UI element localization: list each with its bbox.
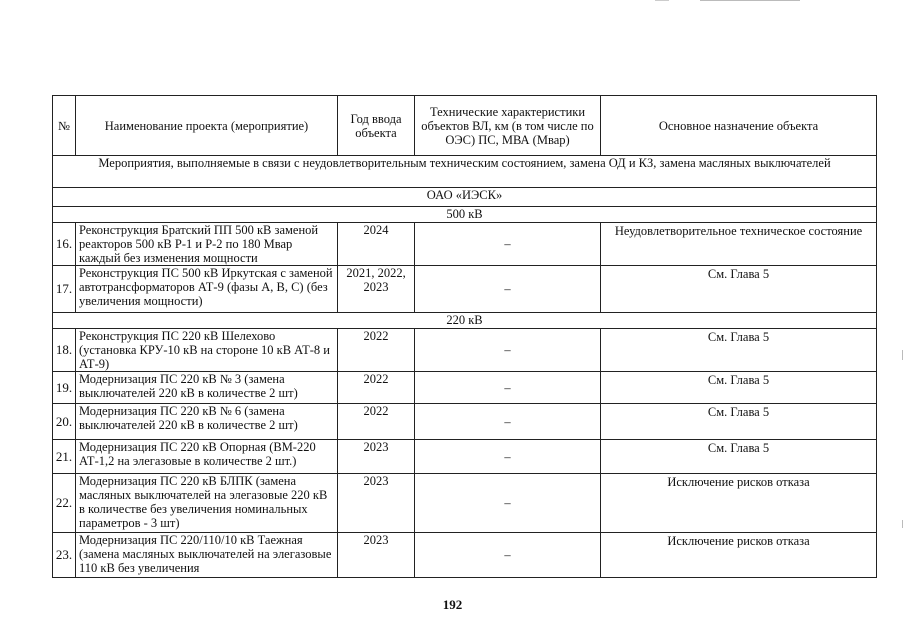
tech-characteristics: –	[415, 372, 601, 404]
tech-characteristics: –	[415, 474, 601, 533]
table-row	[53, 223, 877, 266]
project-name: Модернизация ПС 220 кВ БЛПК (замена масляных выключателей на элегазовые 220 кВ в количестве без увеличения номинальных параметров - 3 шт)	[76, 474, 338, 533]
project-name: Модернизация ПС 220 кВ Опорная (ВМ-220 АТ-1,2 на элегазовые в количестве 2 шт.)	[76, 440, 338, 474]
row-number: 18.	[53, 329, 76, 372]
header-tech: Технические характеристики объектов ВЛ, км (в том числе по ОЭС) ПС, МВА (Мвар)	[415, 96, 601, 156]
header-purpose: Основное назначение объекта	[601, 96, 877, 156]
object-purpose: См. Глава 5	[601, 404, 877, 440]
row-number: 22.	[53, 474, 76, 533]
table-row	[53, 372, 877, 404]
header-num: №	[53, 96, 76, 156]
project-name: Реконструкция ПС 220 кВ Шелехово (установка КРУ-10 кВ на стороне 10 кВ АТ-8 и АТ-9)	[76, 329, 338, 372]
scan-mark	[902, 520, 903, 528]
header-year: Год ввода объекта	[338, 96, 415, 156]
scan-mark	[902, 350, 903, 360]
table-row	[53, 266, 877, 313]
section-title: Мероприятия, выполняемые в связи с неудовлетворительным техническим состоянием, замена ОД и КЗ, замена масляных выключателей	[53, 156, 877, 188]
object-purpose: Исключение рисков отказа	[601, 474, 877, 533]
tech-characteristics: –	[415, 223, 601, 266]
object-purpose: См. Глава 5	[601, 440, 877, 474]
tech-characteristics: –	[415, 404, 601, 440]
commission-year: 2022	[338, 404, 415, 440]
tech-characteristics: –	[415, 533, 601, 578]
object-purpose: См. Глава 5	[601, 329, 877, 372]
row-number: 21.	[53, 440, 76, 474]
scan-mark	[655, 0, 669, 1]
page-number: 192	[442, 597, 463, 612]
project-name: Реконструкция Братский ПП 500 кВ заменой реакторов 500 кВ Р-1 и Р-2 по 180 Мвар каждый без изменения мощности	[76, 223, 338, 266]
tech-characteristics: –	[415, 266, 601, 313]
commission-year: 2022	[338, 372, 415, 404]
project-name: Модернизация ПС 220/110/10 кВ Таежная (замена масляных выключателей на элегазовые 110 кВ без увеличения	[76, 533, 338, 578]
tech-characteristics: –	[415, 329, 601, 372]
row-number: 20.	[53, 404, 76, 440]
voltage-row-220	[53, 313, 877, 329]
projects-table	[52, 95, 877, 578]
voltage-title-500: 500 кВ	[53, 207, 877, 223]
object-purpose: Неудовлетворительное техническое состояние	[601, 223, 877, 266]
commission-year: 2024	[338, 223, 415, 266]
row-number: 19.	[53, 372, 76, 404]
company-title: ОАО «ИЭСК»	[53, 188, 877, 207]
scan-mark	[700, 0, 800, 1]
table-row	[53, 329, 877, 372]
commission-year: 2022	[338, 329, 415, 372]
section-row	[53, 156, 877, 188]
row-number: 23.	[53, 533, 76, 578]
company-row	[53, 188, 877, 207]
row-number: 17.	[53, 266, 76, 313]
table-row	[53, 474, 877, 533]
header-name: Наименование проекта (мероприятие)	[76, 96, 338, 156]
table-row	[53, 533, 877, 578]
object-purpose: См. Глава 5	[601, 266, 877, 313]
commission-year: 2023	[338, 440, 415, 474]
voltage-title-220: 220 кВ	[53, 313, 877, 329]
commission-year: 2023	[338, 474, 415, 533]
object-purpose: См. Глава 5	[601, 372, 877, 404]
row-number: 16.	[53, 223, 76, 266]
commission-year: 2021, 2022, 2023	[338, 266, 415, 313]
table-row	[53, 404, 877, 440]
tech-characteristics: –	[415, 440, 601, 474]
project-name: Модернизация ПС 220 кВ № 6 (замена выключателей 220 кВ в количестве 2 шт)	[76, 404, 338, 440]
project-name: Модернизация ПС 220 кВ № 3 (замена выключателей 220 кВ в количестве 2 шт)	[76, 372, 338, 404]
table-header-row	[53, 96, 877, 156]
table-row	[53, 440, 877, 474]
commission-year: 2023	[338, 533, 415, 578]
project-name: Реконструкция ПС 500 кВ Иркутская с заменой автотрансформаторов АТ-9 (фазы А, В, С) (без увеличения мощности)	[76, 266, 338, 313]
voltage-row-500	[53, 207, 877, 223]
object-purpose: Исключение рисков отказа	[601, 533, 877, 578]
